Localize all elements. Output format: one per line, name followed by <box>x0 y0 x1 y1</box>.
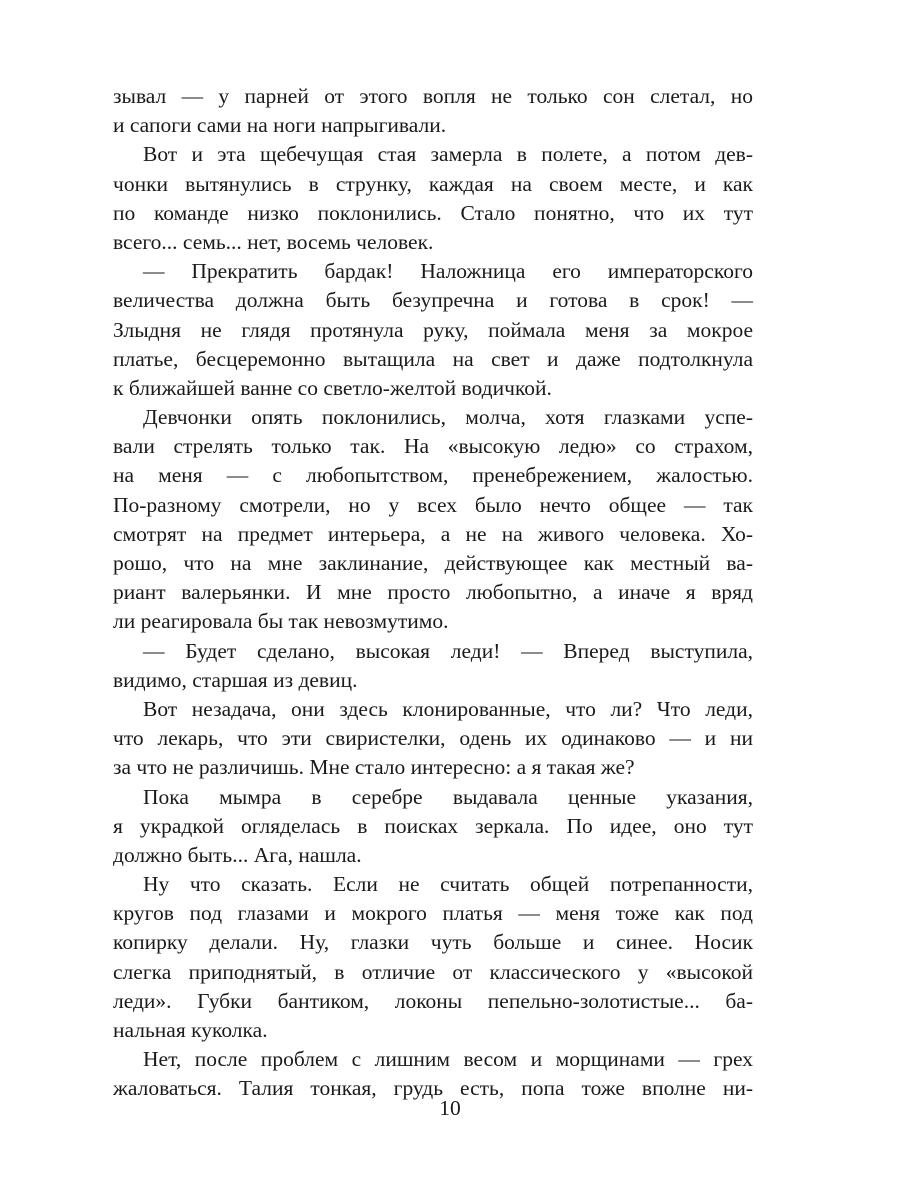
text-line: вали стрелять только так. На «высокую ледю» со страхом, <box>113 434 753 459</box>
text-line: чонки вытянулись в струнку, каждая на своем месте, и как <box>113 171 753 196</box>
paragraph <box>113 870 753 1045</box>
text-line: Ну что сказать. Если не считать общей потрепанности, <box>143 872 753 897</box>
paragraph <box>113 82 753 140</box>
text-line: Вот и эта щебечущая стая замерла в полете, а потом дев- <box>143 142 753 167</box>
text-line: Нет, после проблем с лишним весом и морщинами — грех <box>143 1047 753 1072</box>
text-line: По-разному смотрели, но у всех было нечто общее — так <box>113 492 753 517</box>
body-text <box>113 82 753 1104</box>
text-line: должно быть... Ага, нашла. <box>113 842 362 867</box>
paragraph <box>113 257 753 403</box>
paragraph <box>113 783 753 871</box>
text-line: я украдкой огляделась в поисках зеркала. По идее, оно тут <box>113 813 753 838</box>
text-line: риант валерьянки. И мне просто любопытно, а иначе я вряд <box>113 580 753 605</box>
text-line: всего... семь... нет, восемь человек. <box>113 229 434 254</box>
paragraph <box>113 140 753 257</box>
text-line: нальная куколка. <box>113 1018 268 1042</box>
text-line: рошо, что на мне заклинание, действующее как местный ва- <box>113 551 753 575</box>
text-line: Вот незадача, они здесь клонированные, что ли? Что леди, <box>143 696 753 721</box>
paragraph <box>113 403 753 637</box>
text-line: величества должна быть безупречна и готова в срок! — <box>113 288 753 313</box>
text-line: видимо, старшая из девиц. <box>113 667 358 692</box>
text-line: слегка приподнятый, в отличие от классического у «высокой <box>113 959 753 984</box>
text-line: за что не различишь. Мне стало интересно: а я такая же? <box>113 755 635 780</box>
text-line: Злыдня не глядя протянула руку, поймала меня за мокрое <box>113 317 753 342</box>
paragraph <box>113 637 753 695</box>
text-line: Девчонки опять поклонились, молча, хотя глазками успе- <box>143 405 753 430</box>
paragraph <box>113 695 753 783</box>
text-line: копирку делали. Ну, глазки чуть больше и синее. Носик <box>113 930 753 955</box>
text-line: кругов под глазами и мокрого платья — меня тоже как под <box>113 901 753 926</box>
text-line: на меня — с любопытством, пренебрежением, жалостью. <box>113 463 753 488</box>
text-line: зывал — у парней от этого вопля не только сон слетал, но <box>113 84 753 108</box>
text-line: ли реагировала бы так невозмутимо. <box>113 609 449 634</box>
text-line: жаловаться. Талия тонкая, грудь есть, попа тоже вполне ни- <box>113 1076 753 1101</box>
text-line: платье, бесцеремонно вытащила на свет и даже подтолкнула <box>113 346 753 371</box>
text-line: по команде низко поклонились. Стало понятно, что их тут <box>113 200 753 225</box>
text-line: смотрят на предмет интерьера, а не на живого человека. Хо- <box>113 521 753 546</box>
text-line: — Прекратить бардак! Наложница его императорского <box>143 259 753 284</box>
text-line: леди». Губки бантиком, локоны пепельно-золотистые... ба- <box>113 988 753 1013</box>
text-line: что лекарь, что эти свиристелки, одень их одинаково — и ни <box>113 726 753 751</box>
text-line: к ближайшей ванне со светло-желтой водичкой. <box>113 375 552 400</box>
page-number: 10 <box>439 1096 461 1120</box>
text-line: Пока мымра в серебре выдавала ценные указания, <box>143 784 753 809</box>
text-line: — Будет сделано, высокая леди! — Вперед выступила, <box>143 638 753 663</box>
text-line: и сапоги сами на ноги напрыгивали. <box>113 113 447 138</box>
